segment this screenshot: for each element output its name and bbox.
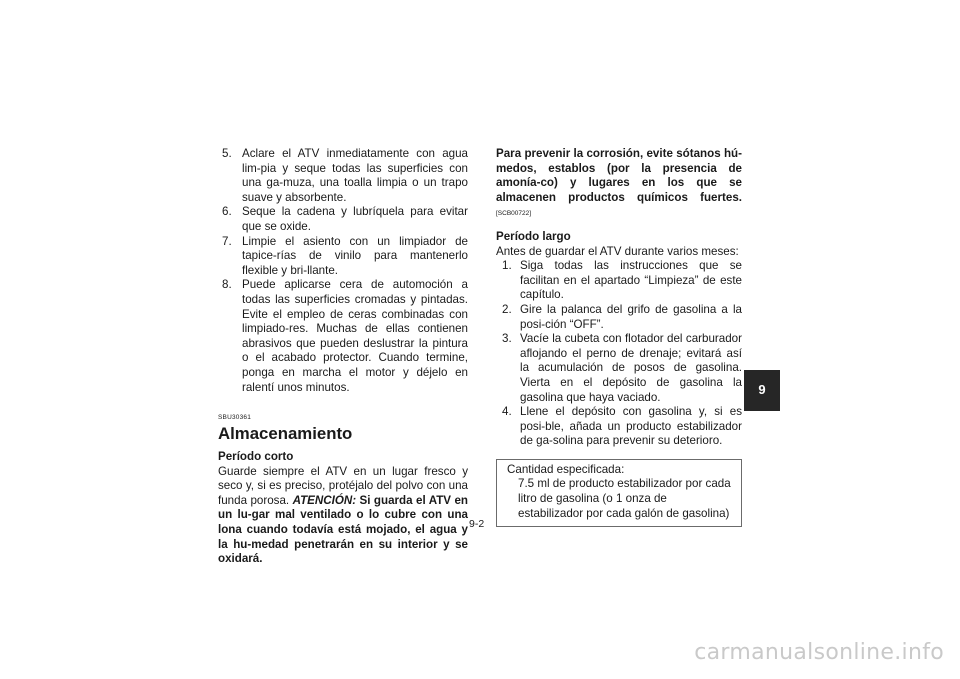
list-item bbox=[496, 303, 742, 332]
list-item-number: 7. bbox=[222, 234, 232, 248]
list-item-text: Puede aplicarse cera de automoción a todas las superficies cromadas y pintadas. Evite el empleo de ceras combinadas con limpiado-res. Muchas de ellas contienen abrasivos que pueden deslustrar la pintura o el acabado protector. Cuando termine, ponga en marcha el motor y déjelo en ralentí unos minutos. bbox=[242, 278, 468, 394]
list-item-text: Aclare el ATV inmediatamente con agua lim-pia y seque todas las superficies con una ga-muza, una toalla limpia o un trapo suave y absorbente. bbox=[242, 147, 468, 204]
list-item bbox=[496, 332, 742, 405]
spec-label: Cantidad especificada: bbox=[507, 462, 625, 476]
list-item-number: 5. bbox=[222, 147, 232, 160]
list-item-number: 3. bbox=[502, 332, 512, 346]
list-item-number: 8. bbox=[222, 278, 232, 292]
list-item-number: 2. bbox=[502, 302, 512, 316]
list-item-number: 1. bbox=[502, 259, 512, 273]
list-item bbox=[218, 278, 468, 395]
caution-label: ATENCIÓN: bbox=[292, 493, 357, 507]
corrosion-warning bbox=[496, 147, 742, 222]
list-item-number: 6. bbox=[222, 205, 232, 219]
list-item bbox=[496, 259, 742, 303]
list-item-text: Siga todas las instrucciones que se facilitan en el apartado “Limpieza” de este capítulo. bbox=[520, 259, 742, 302]
specified-amount-box bbox=[496, 459, 742, 527]
left-column bbox=[218, 147, 468, 567]
list-item-text: Gire la palanca del grifo de gasolina a la posi-ción “OFF”. bbox=[520, 302, 742, 331]
short-term-body: Guarde siempre el ATV en un lugar fresco y seco y, si es preciso, protéjalo del polvo con una funda porosa. bbox=[218, 464, 468, 507]
spacer bbox=[496, 222, 742, 230]
list-item-text: Vacíe la cubeta con flotador del carburador aflojando el perno de drenaje; evitará así la acumulación de posos de gasolina. Vierta en el depósito de gasolina la gasolina que haya vaciado. bbox=[520, 332, 742, 404]
right-column bbox=[496, 147, 742, 527]
list-item-text: Seque la cadena y lubríquela para evitar que se oxide. bbox=[242, 205, 468, 233]
list-item bbox=[218, 205, 468, 234]
long-term-intro: Antes de guardar el ATV durante varios meses: bbox=[496, 244, 739, 258]
list-item-text: Limpie el asiento con un limpiador de tapice-rías de vinilo para mantenerlo flexible y bri-llante. bbox=[242, 234, 468, 277]
warning-code: [SCB00722] bbox=[496, 210, 532, 218]
caution-text: Si guarda el ATV en un lu-gar mal ventilado o lo cubre con una lona cuando todavía está mojado, el agua y la hu-medad penetrarán en su interior y se oxidará. bbox=[218, 493, 468, 566]
list-item bbox=[218, 235, 468, 279]
short-term-title: Período corto bbox=[218, 450, 294, 464]
section-code: SBU30361 bbox=[218, 414, 252, 422]
corrosion-warning-text: Para prevenir la corrosión, evite sótanos hú-medos, establos (por la presencia de amonía-co) y lugares en los que se almacenen productos químicos fuertes. bbox=[496, 147, 742, 204]
short-term-text bbox=[218, 465, 468, 567]
list-item-number: 4. bbox=[502, 405, 512, 419]
section-title: Almacenamiento bbox=[218, 424, 353, 444]
long-term-title: Período largo bbox=[496, 229, 571, 243]
list-item bbox=[496, 405, 742, 449]
spec-value: 7.5 ml de producto estabilizador por cada litro de gasolina (o 1 onza de estabilizador por cada galón de gasolina) bbox=[518, 477, 731, 520]
page-number: 9-2 bbox=[469, 518, 485, 530]
chapter-tab: 9 bbox=[744, 370, 780, 411]
list-item bbox=[218, 147, 468, 205]
watermark: carmanualsonline.info bbox=[694, 640, 944, 665]
list-item-text: Llene el depósito con gasolina y, si es posi-ble, añada un producto estabilizador de ga-solina para prevenir su deterioro. bbox=[520, 405, 742, 448]
